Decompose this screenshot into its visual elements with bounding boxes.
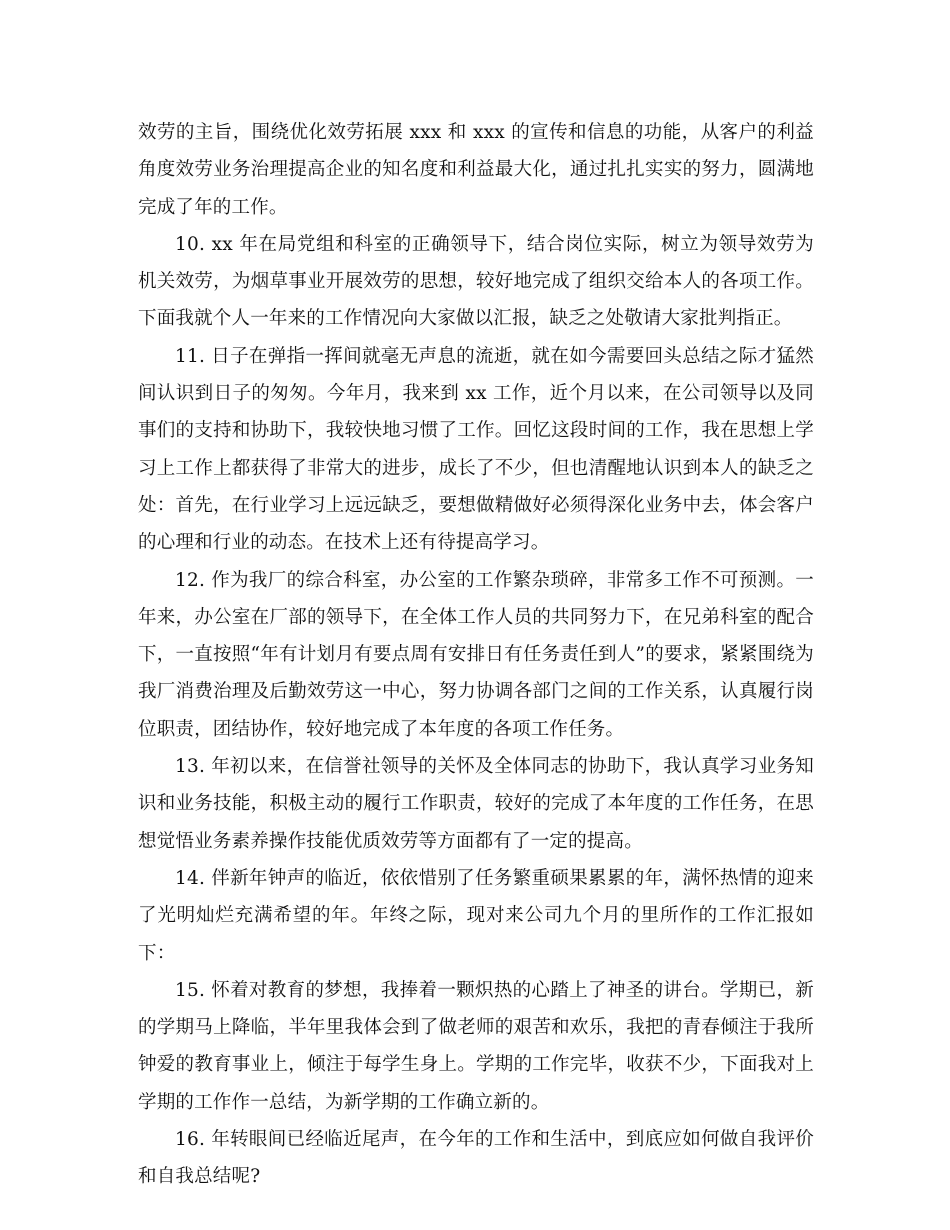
paragraph: 16. 年转眼间已经临近尾声，在今年的工作和生活中，到底应如何做自我评价和自我总结呢? xyxy=(138,1129,814,1188)
paragraph: 15. 怀着对教育的梦想，我捧着一颗炽热的心踏上了神圣的讲台。学期已，新的学期马上降临，半年里我体会到了做老师的艰苦和欢乐，我把的青春倾注于我所钟爱的教育事业上，倾注于每学生身上。学期的工作完毕，收获不少，下面我对上学期的工作作一总结，为新学期的工作确立新的。 xyxy=(138,979,814,1113)
paragraph: 11. 日子在弹指一挥间就毫无声息的流逝，就在如今需要回头总结之际才猛然间认识到日子的匆匆。今年月，我来到 xx 工作，近个月以来，在公司领导以及同事们的支持和协助下，我较快地习惯了工作。回忆这段时间的工作，我在思想上学习上工作上都获得了非常大的进步，成长了不少，但也清醒地认识到本人的缺乏之处：首先，在行业学习上远远缺乏，要想做精做好必须得深化业务中去，体会客户的心理和行业的动态。在技术上还有待提高学习。 xyxy=(138,345,814,554)
paragraph: 12. 作为我厂的综合科室，办公室的工作繁杂琐碎，非常多工作不可预测。一年来，办公室在厂部的领导下，在全体工作人员的共同努力下，在兄弟科室的配合下，一直按照“年有计划月有要点周有安排日有任务责任到人”的要求，紧紧围绕为我厂消费治理及后勤效劳这一中心，努力协调各部门之间的工作关系，认真履行岗位职责，团结协作，较好地完成了本年度的各项工作任务。 xyxy=(138,569,814,740)
paragraph: 14. 伴新年钟声的临近，依依惜别了任务繁重硕果累累的年，满怀热情的迎来了光明灿烂充满希望的年。年终之际，现对来公司九个月的里所作的工作汇报如下： xyxy=(138,867,814,964)
document-body xyxy=(138,114,814,1196)
paragraph: 效劳的主旨，围绕优化效劳拓展 xxx 和 xxx 的宣传和信息的功能，从客户的利益角度效劳业务治理提高企业的知名度和利益最大化，通过扎扎实实的努力，圆满地完成了年的工作。 xyxy=(138,122,814,218)
paragraph: 13. 年初以来，在信誉社领导的关怀及全体同志的协助下，我认真学习业务知识和业务技能，积极主动的履行工作职责，较好的完成了本年度的工作任务，在思想觉悟业务素养操作技能优质效劳等方面都有了一定的提高。 xyxy=(138,756,814,852)
paragraph: 10. xx 年在局党组和科室的正确领导下，结合岗位实际，树立为领导效劳为机关效劳，为烟草事业开展效劳的思想，较好地完成了组织交给本人的各项工作。下面我就个人一年来的工作情况向大家做以汇报，缺乏之处敬请大家批判指正。 xyxy=(138,233,814,330)
